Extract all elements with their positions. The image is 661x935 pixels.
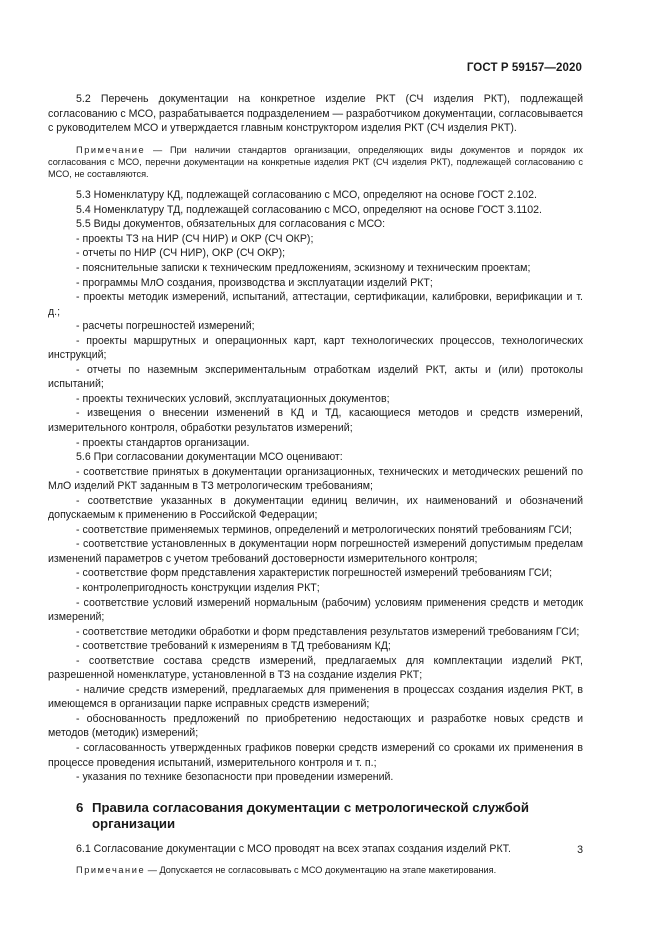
list-item: - обоснованность предложений по приобретению недостающих и разработке новых средств и методов (методик) измерений; [48,712,583,740]
paragraph-5-3: 5.3 Номенклатуру КД, подлежащей согласованию с МСО, определяют на основе ГОСТ 2.102. [76,189,537,202]
paragraph-5-5: 5.5 Виды документов, обязательных для согласования с МСО: [76,218,386,231]
note-text: — При наличии стандартов организации, определяющих виды документов и порядок их согласования с МСО, перечни документации на конкретные изделия РКТ (СЧ изделия РКТ), подлежащей согласованию с МСО, не составляются. [48,144,583,180]
section-title: Правила согласования документации с метрологической службой организации [92,799,529,832]
list-item: - согласованность утвержденных графиков поверки средств измерений со сроками их применения в процессе проведения испытаний, измерительного контроля и т. п.; [48,742,583,769]
section-number: 6 [76,799,84,815]
list-item: - проекты стандартов организации. [76,436,250,449]
list-item: - программы МлО создания, производства и эксплуатации изделий РКТ; [76,276,433,289]
list-item: - проекты методик измерений, испытаний, аттестации, сертификации, калибровки, верификации и т. д.; [48,291,583,318]
list-item: - указания по технике безопасности при проведении измерений. [76,771,394,784]
list-item: - отчеты по наземным экспериментальным отработкам изделий РКТ, акты и (или) протоколы испытаний; [48,363,583,391]
document-body [48,92,583,884]
note-text: — Допускается не согласовывать с МСО документацию на этапе макетирования. [145,865,497,876]
list-item: - расчеты погрешностей измерений; [76,320,255,333]
list-item: - наличие средств измерений, предлагаемых для применения в процессах создания изделия РКТ, в имеющемся в организации парке исправных средств измерений; [48,683,583,711]
paragraph-5-2: 5.2 Перечень документации на конкретное изделие РКТ (СЧ изделия РКТ), подлежащей согласованию с МСО, разрабатывается подразделением — разработчиком документации, согласовывается с руководителем МСО и утверждается главным конструктором изделия РКТ (СЧ изделия РКТ). [48,93,583,135]
page-number: 3 [577,844,583,856]
section-6-heading [48,800,583,833]
list-item: - проекты ТЗ на НИР (СЧ НИР) и ОКР (СЧ ОКР); [76,232,314,245]
list-item: - соответствие методики обработки и форм представления результатов измерений требованиям ГСИ; [76,625,580,638]
document-id: ГОСТ Р 59157—2020 [466,62,582,74]
list-item: - соответствие требований к измерениям в ТД требованиям КД; [76,640,391,653]
note-1 [48,144,583,181]
note-2 [48,864,583,876]
list-item: - соответствие условий измерений нормальным (рабочим) условиям применения средств и методик измерений; [48,596,583,624]
list-item: - извещения о внесении изменений в КД и ТД, касающиеся методов и средств измерений, измерительного контроля, обработки результатов измерений; [48,407,583,434]
list-item: - проекты технических условий, эксплуатационных документов; [76,392,390,405]
list-item: - контролепригодность конструкции изделия РКТ; [76,582,320,595]
list-item: - соответствие форм представления характеристик погрешностей измерений требованиям ГСИ; [76,567,553,580]
note-label: Примечание [76,144,146,155]
list-5-5 [48,232,583,450]
paragraph-6-1: 6.1 Согласование документации с МСО проводят на всех этапах создания изделий РКТ. [76,842,511,855]
paragraph-5-4: 5.4 Номенклатуру ТД, подлежащей согласованию с МСО, определяют на основе ГОСТ 3.1102. [76,203,542,216]
list-item: - соответствие применяемых терминов, определений и метрологических понятий требованиям ГСИ; [76,523,572,536]
paragraph-5-6: 5.6 При согласовании документации МСО оценивают: [76,451,343,464]
list-item: - соответствие указанных в документации единиц величин, их наименований и обозначений допускаемым к применению в Российской Федерации; [48,494,583,522]
list-item: - отчеты по НИР (СЧ НИР), ОКР (СЧ ОКР); [76,247,286,260]
list-item: - соответствие установленных в документации норм погрешностей измерений допустимым пределам изменений параметров с учетом требований достоверности измерительного контроля; [48,538,583,565]
list-5-6 [48,465,583,785]
list-item: - пояснительные записки к техническим предложениям, эскизному и техническим проектам; [76,261,531,274]
list-item: - соответствие состава средств измерений, предлагаемых для комплектации изделий РКТ, разрешенной номенклатуре, установленной в ТЗ на создание изделия РКТ; [48,654,583,682]
note-label: Примечание [76,865,146,876]
list-item: - проекты маршрутных и операционных карт, карт технологических процессов, технологических инструкций; [48,334,583,362]
list-item: - соответствие принятых в документации организационных, технических и методических решений по МлО изделий РКТ заданным в ТЗ метрологическим требованиям; [48,465,583,493]
